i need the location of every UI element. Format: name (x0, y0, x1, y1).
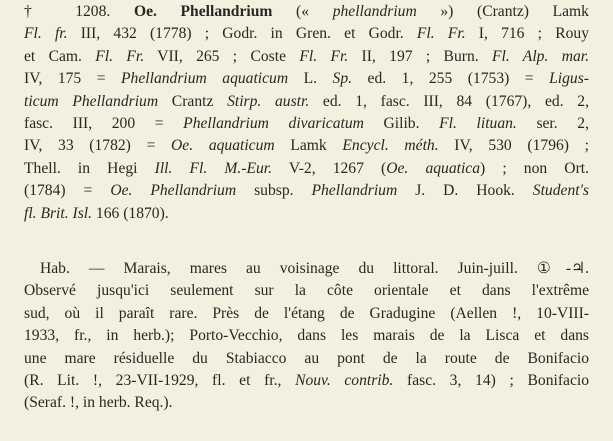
italic-text: Fl. Fr. (299, 47, 349, 65)
italic-text: fl. Brit. Isl. (24, 204, 93, 222)
text-run: ») (Crantz) Lamk (416, 3, 589, 20)
synonymy-line (24, 158, 589, 180)
habitat-line (24, 392, 589, 414)
bold-text: Oe. Phellandrium (133, 3, 273, 20)
text-run: I, 716 ; Rouy (465, 25, 589, 43)
text-run: et Cam. (24, 47, 96, 65)
text-run: ser. 2, (516, 115, 589, 133)
italic-text: Phellandrium aquaticum (121, 70, 289, 88)
text-run: V-2, 1267 ( (272, 159, 387, 177)
text-run: sud, où il paraît rare. Près de l'étang de Gradugine (Aellen !, 10-VIII- (24, 304, 589, 322)
habitat-line (24, 258, 589, 280)
text-run: VII, 265 ; Coste (144, 47, 300, 65)
text-run: 166 (1870). (92, 204, 169, 222)
italic-text: Phellandrium (311, 182, 398, 200)
text-run: subsp. (236, 182, 312, 200)
habitat-line (24, 348, 589, 370)
italic-text: Stirp. austr. (227, 92, 310, 110)
text-run: Gilib. (363, 115, 440, 133)
text-run: Crantz (158, 92, 228, 110)
text-run: Observé jusqu'ici seulement sur la côte orientale et dans l'extrême (24, 282, 589, 300)
italic-text: Fl. lituan. (439, 115, 517, 133)
synonymy-paragraph (24, 1, 589, 225)
text-run: fasc. III, 200 = (24, 115, 184, 133)
text-run: ed. 1, fasc. III, 84 (1767), ed. 2, (309, 92, 589, 110)
italic-text: Sp. (332, 70, 353, 88)
italic-text: Nouv. contrib. (295, 372, 394, 390)
italic-text: Oe. aquaticum (171, 137, 275, 155)
text-run: J. D. Hook. (397, 182, 533, 200)
synonymy-line (24, 91, 589, 113)
text-run: Thell. in Hegi (24, 159, 155, 177)
habitat-line (24, 370, 589, 392)
text-run: (« (272, 3, 333, 20)
italic-text: Student's (532, 182, 589, 200)
synonymy-line (24, 203, 589, 225)
italic-text: Fl. Alp. mar. (492, 47, 589, 65)
synonymy-line (24, 180, 589, 202)
text-run: fasc. 3, 14) ; Bonifacio (393, 372, 589, 390)
synonymy-line (24, 68, 589, 90)
italic-text: Encycl. méth. (342, 137, 439, 155)
text-run: ) ; non Ort. (480, 159, 589, 177)
text-run: II, 197 ; Burn. (348, 47, 492, 65)
habitat-paragraph (24, 258, 589, 415)
text-run: III, 432 (1778) ; Godr. in Gren. et Godr. (67, 25, 417, 43)
italic-text: ticum Phellandrium (24, 92, 159, 110)
synonymy-line (24, 23, 589, 45)
italic-text: Oe. Phellandrium (110, 182, 237, 200)
habitat-line (24, 280, 589, 302)
text-run: 1933, fr., in herb.); Porto-Vecchio, dans les marais de la Lisca et dans (24, 327, 589, 345)
text-run: IV, 33 (1782) = (24, 137, 172, 155)
synonymy-line (24, 1, 589, 23)
text-run: une mare résiduelle du Stabiacco au pont de la route de Bonifacio (24, 349, 589, 367)
synonymy-line (24, 135, 589, 157)
text-run: IV, 530 (1796) ; (438, 137, 590, 155)
italic-text: Ligus- (549, 70, 589, 88)
italic-text: phellandrium (332, 3, 417, 20)
text-run: ed. 1, 255 (1753) = (352, 70, 550, 88)
text-run: † 1208. (24, 3, 134, 20)
habitat-line (24, 303, 589, 325)
text-run: L. (288, 70, 333, 88)
italic-text: Phellandrium divaricatum (183, 115, 364, 133)
text-run: (1784) = (24, 182, 111, 200)
italic-text: Fl. Fr. (416, 25, 466, 43)
text-run: IV, 175 = (24, 70, 122, 88)
italic-text: Ill. Fl. M.-Eur. (154, 159, 273, 177)
text-run: (Seraf. !, in herb. Req.). (24, 394, 173, 412)
text-run: Lamk (274, 137, 343, 155)
text-run: (R. Lit. !, 23-VII-1929, fl. et fr., (24, 372, 296, 390)
synonymy-line (24, 46, 589, 68)
italic-text: Fl. Fr. (95, 47, 145, 65)
italic-text: Fl. fr. (24, 25, 68, 43)
text-run: Hab. — Marais, mares au voisinage du littoral. Juin-juill. ①-♃. (40, 260, 589, 277)
synonymy-line (24, 113, 589, 135)
italic-text: Oe. aquatica (386, 159, 481, 177)
habitat-line (24, 325, 589, 347)
